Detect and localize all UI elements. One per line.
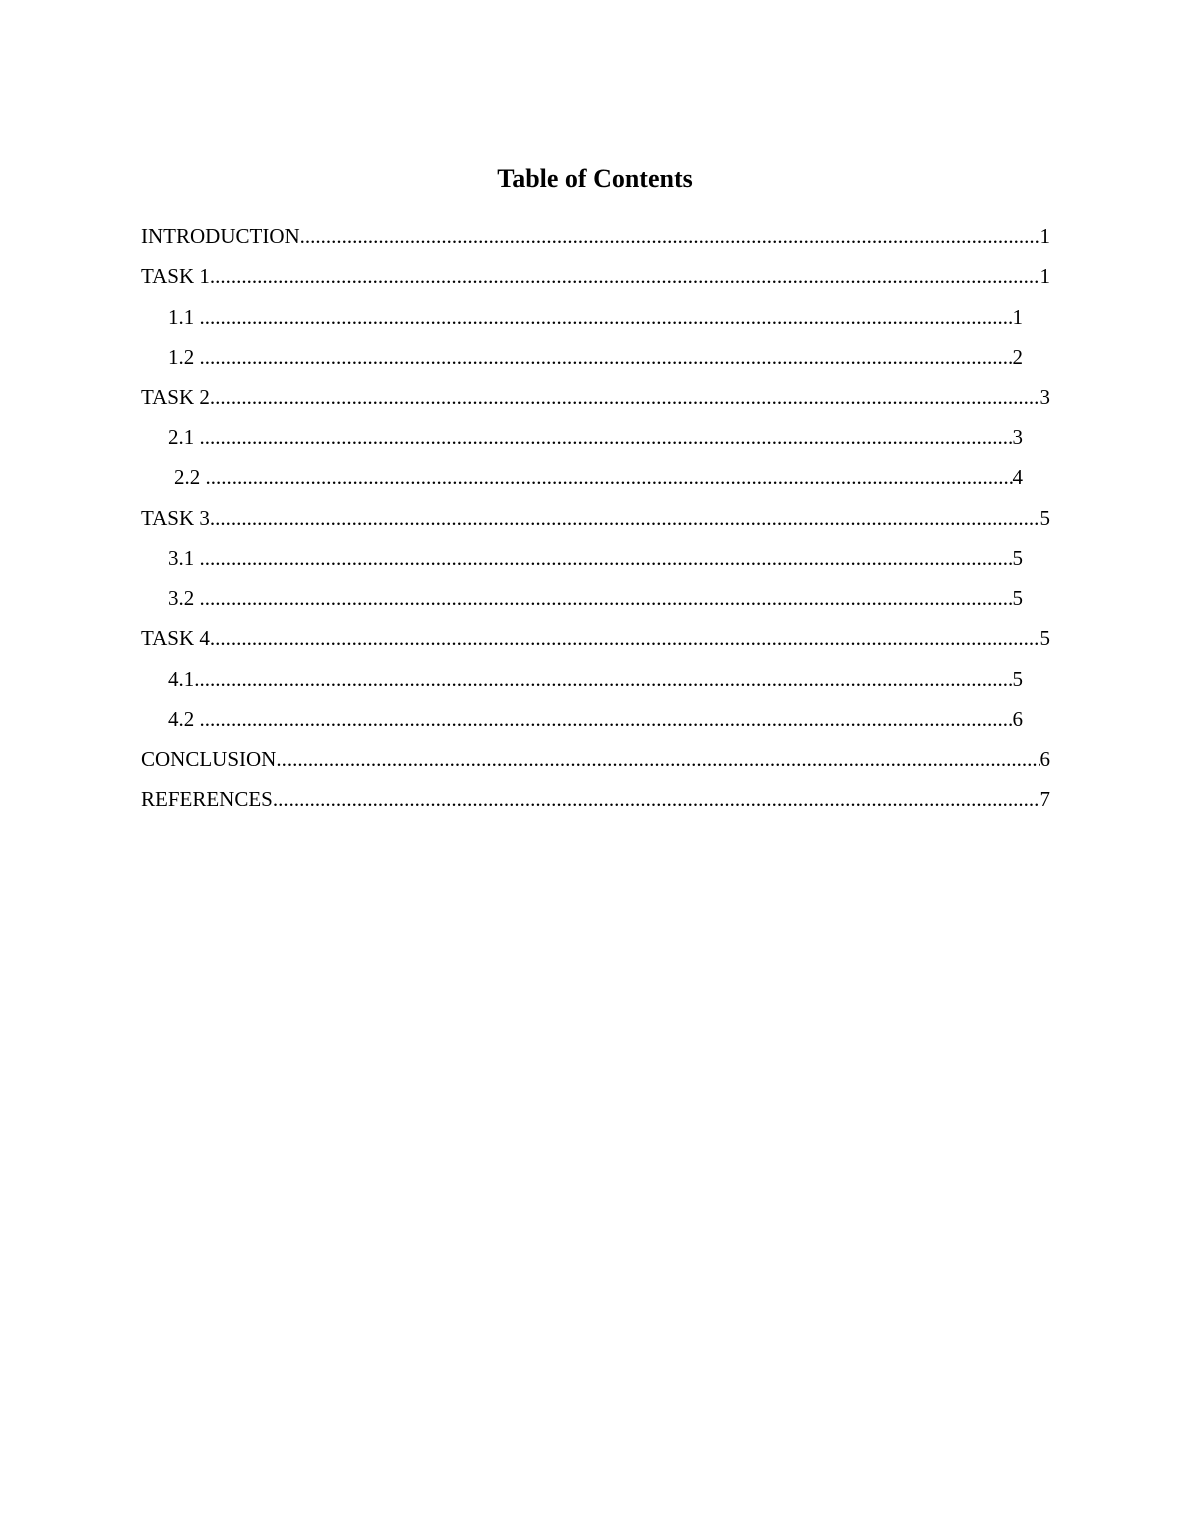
toc-entry-introduction[interactable] bbox=[141, 223, 1050, 249]
toc-leader-dots bbox=[206, 464, 1013, 490]
toc-entry-label: 4.1 bbox=[168, 667, 195, 691]
toc-page-number: 4 bbox=[1012, 465, 1023, 489]
toc-page-number: 1 bbox=[1039, 264, 1050, 288]
toc-entry-4-1[interactable] bbox=[168, 666, 1023, 692]
toc-page-number: 5 bbox=[1039, 626, 1050, 650]
toc-title: Table of Contents bbox=[497, 164, 693, 193]
toc-entry-label: TASK 2 bbox=[141, 385, 210, 409]
toc-page-number: 5 bbox=[1012, 586, 1023, 610]
toc-leader-dots bbox=[273, 786, 1040, 812]
toc-entry-label: CONCLUSION bbox=[141, 747, 277, 771]
toc-entry-references[interactable] bbox=[141, 786, 1050, 812]
toc-page-number: 1 bbox=[1012, 305, 1023, 329]
toc-page-number: 3 bbox=[1039, 385, 1050, 409]
toc-page-number: 5 bbox=[1012, 667, 1023, 691]
toc-entry-label: TASK 4 bbox=[141, 626, 210, 650]
toc-entry-label: 3.2 bbox=[168, 586, 200, 610]
toc-leader-dots bbox=[210, 384, 1040, 410]
toc-page-number: 2 bbox=[1012, 345, 1023, 369]
toc-leader-dots bbox=[200, 424, 1013, 450]
toc-leader-dots bbox=[210, 505, 1040, 531]
toc-leader-dots bbox=[194, 666, 1012, 692]
toc-page-number: 5 bbox=[1012, 546, 1023, 570]
toc-entry-task-2[interactable] bbox=[141, 384, 1050, 410]
toc-leader-dots bbox=[276, 746, 1039, 772]
toc-entry-conclusion[interactable] bbox=[141, 746, 1050, 772]
toc-entry-label: 2.1 bbox=[168, 425, 200, 449]
toc-leader-dots bbox=[210, 625, 1040, 651]
toc-page-number: 3 bbox=[1012, 425, 1023, 449]
toc-page-number: 1 bbox=[1039, 224, 1050, 248]
toc-entry-3-1[interactable] bbox=[168, 545, 1023, 571]
toc-leader-dots bbox=[200, 344, 1013, 370]
toc-entry-label: 4.2 bbox=[168, 707, 200, 731]
toc-leader-dots bbox=[200, 304, 1013, 330]
toc-entry-label: 1.2 bbox=[168, 345, 200, 369]
toc-entry-2-2[interactable] bbox=[174, 464, 1023, 490]
toc-page-number: 6 bbox=[1039, 747, 1050, 771]
toc-entry-label: TASK 1 bbox=[141, 264, 210, 288]
toc-entry-label: TASK 3 bbox=[141, 506, 210, 530]
toc-entry-1-2[interactable] bbox=[168, 344, 1023, 370]
toc-page-number: 5 bbox=[1039, 506, 1050, 530]
toc-entry-4-2[interactable] bbox=[168, 706, 1023, 732]
toc-entry-3-2[interactable] bbox=[168, 585, 1023, 611]
toc-leader-dots bbox=[200, 585, 1013, 611]
toc-entry-2-1[interactable] bbox=[168, 424, 1023, 450]
toc-page-number: 7 bbox=[1039, 787, 1050, 811]
toc-entry-1-1[interactable] bbox=[168, 304, 1023, 330]
toc-entry-task-1[interactable] bbox=[141, 263, 1050, 289]
toc-entry-label: 3.1 bbox=[168, 546, 200, 570]
toc-entry-task-3[interactable] bbox=[141, 505, 1050, 531]
toc-entry-label: INTRODUCTION bbox=[141, 224, 300, 248]
toc-entry-label: REFERENCES bbox=[141, 787, 273, 811]
toc-entry-task-4[interactable] bbox=[141, 625, 1050, 651]
toc-entry-label: 1.1 bbox=[168, 305, 200, 329]
toc-leader-dots bbox=[200, 706, 1013, 732]
toc-entry-label: 2.2 bbox=[174, 465, 206, 489]
toc-leader-dots bbox=[210, 263, 1040, 289]
toc-leader-dots bbox=[300, 223, 1040, 249]
toc-page-number: 6 bbox=[1012, 707, 1023, 731]
toc-leader-dots bbox=[200, 545, 1013, 571]
